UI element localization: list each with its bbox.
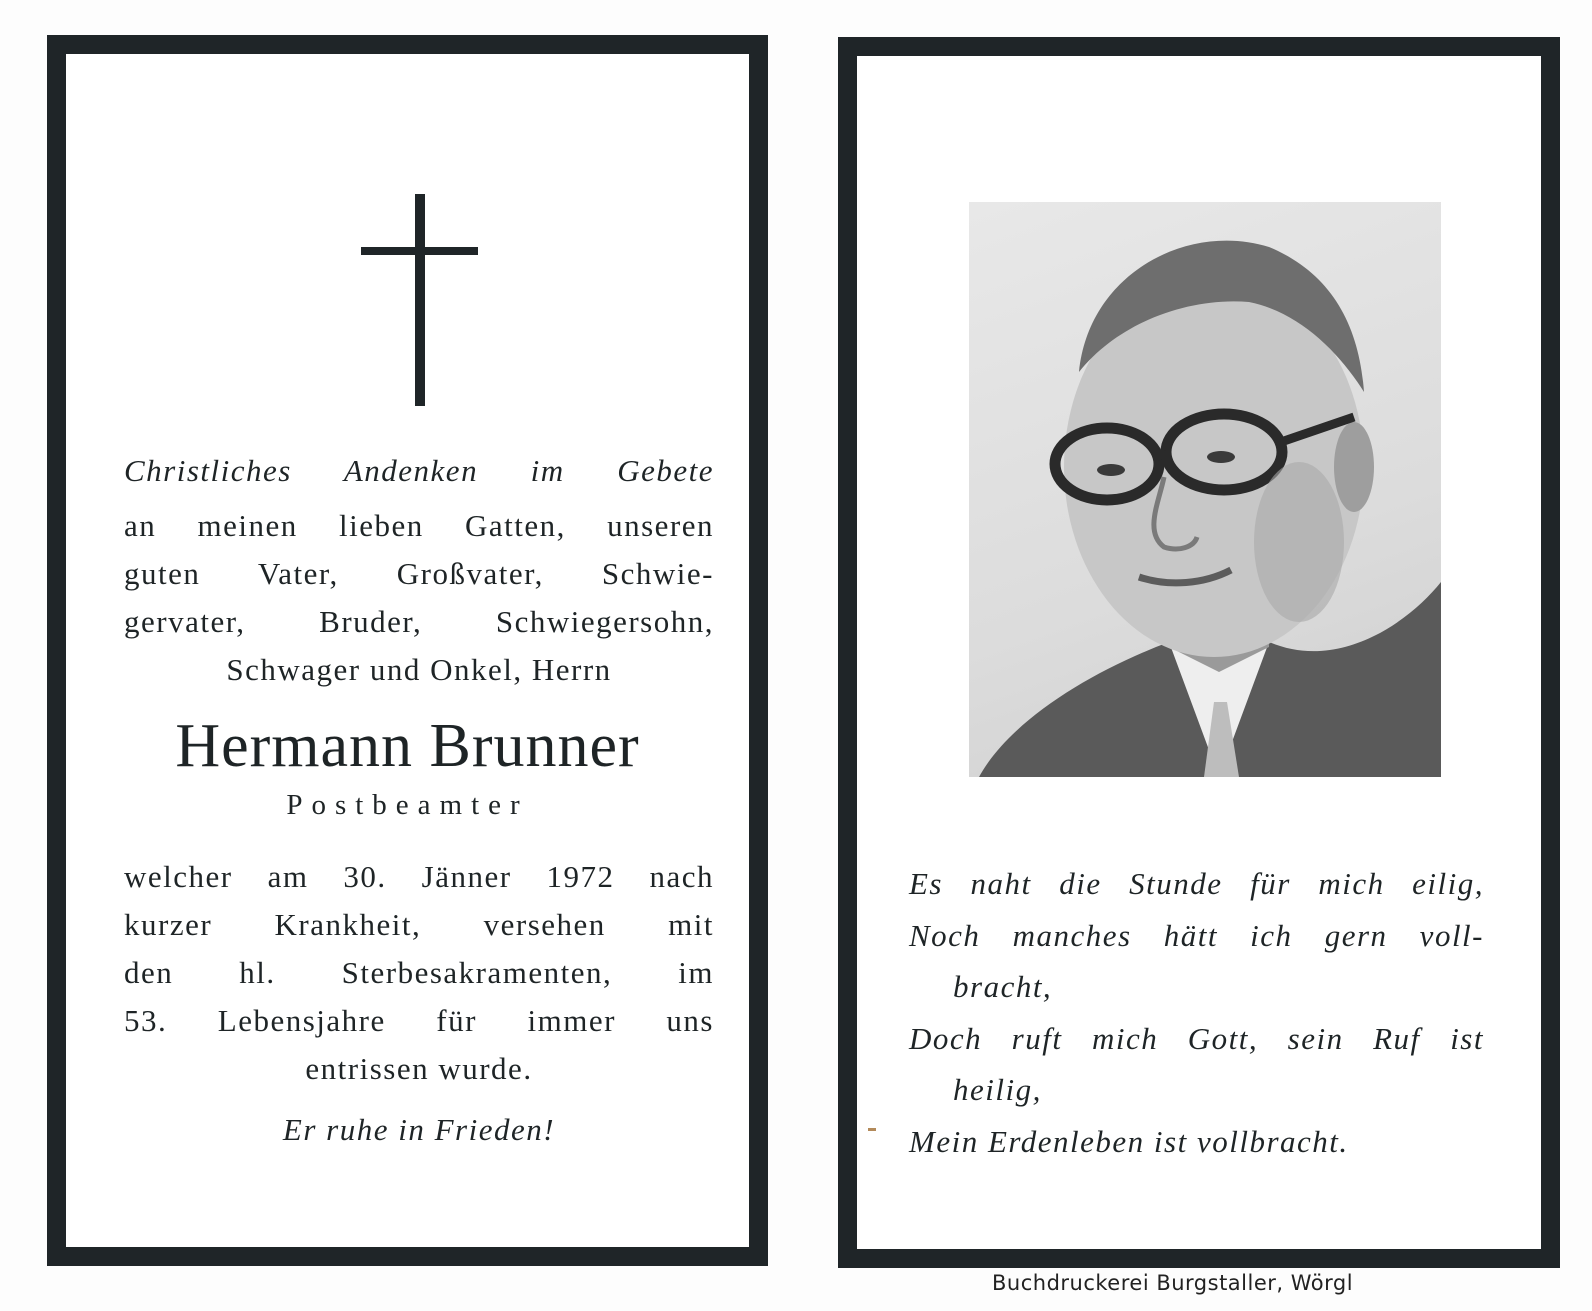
scan-mark	[868, 1128, 876, 1131]
poem-line: Noch manches hätt ich gern voll-	[909, 918, 1484, 953]
body-line: entrissen wurde.	[305, 1051, 533, 1086]
body-line: welcher am 30. Jänner 1972 nach	[124, 859, 714, 894]
poem-line: heilig,	[953, 1072, 1042, 1107]
intro-line: guten Vater, Großvater, Schwie-	[124, 556, 714, 591]
poem-line: Doch ruft mich Gott, sein Ruf ist	[909, 1021, 1484, 1056]
body-line: kurzer Krankheit, versehen mit	[124, 907, 714, 942]
poem-line: Es naht die Stunde für mich eilig,	[909, 866, 1484, 901]
intro-line: gervater, Bruder, Schwiegersohn,	[124, 604, 714, 639]
cross-icon-bar	[361, 247, 478, 255]
portrait-illustration	[969, 202, 1441, 777]
printer-credit: Buchdruckerei Burgstaller, Wörgl	[992, 1271, 1354, 1295]
intro-line: an meinen lieben Gatten, unseren	[124, 508, 714, 543]
intro-line: Schwager und Onkel, Herrn	[226, 652, 612, 687]
poem-line: bracht,	[953, 969, 1053, 1004]
memorial-card-photo	[838, 37, 1560, 1268]
poem-line: Mein Erdenleben ist vollbracht.	[909, 1124, 1349, 1159]
portrait-photo	[969, 202, 1441, 777]
memorial-card-text	[47, 35, 768, 1266]
cross-icon	[415, 194, 425, 406]
body-line: 53. Lebensjahre für immer uns	[124, 1003, 714, 1038]
deceased-name: Hermann Brunner	[175, 712, 640, 780]
intro-line: Christliches Andenken im Gebete	[124, 453, 714, 488]
profession: Postbeamter	[286, 789, 529, 821]
body-line: den hl. Sterbesakramenten, im	[124, 955, 714, 990]
closing-line: Er ruhe in Frieden!	[282, 1112, 556, 1147]
